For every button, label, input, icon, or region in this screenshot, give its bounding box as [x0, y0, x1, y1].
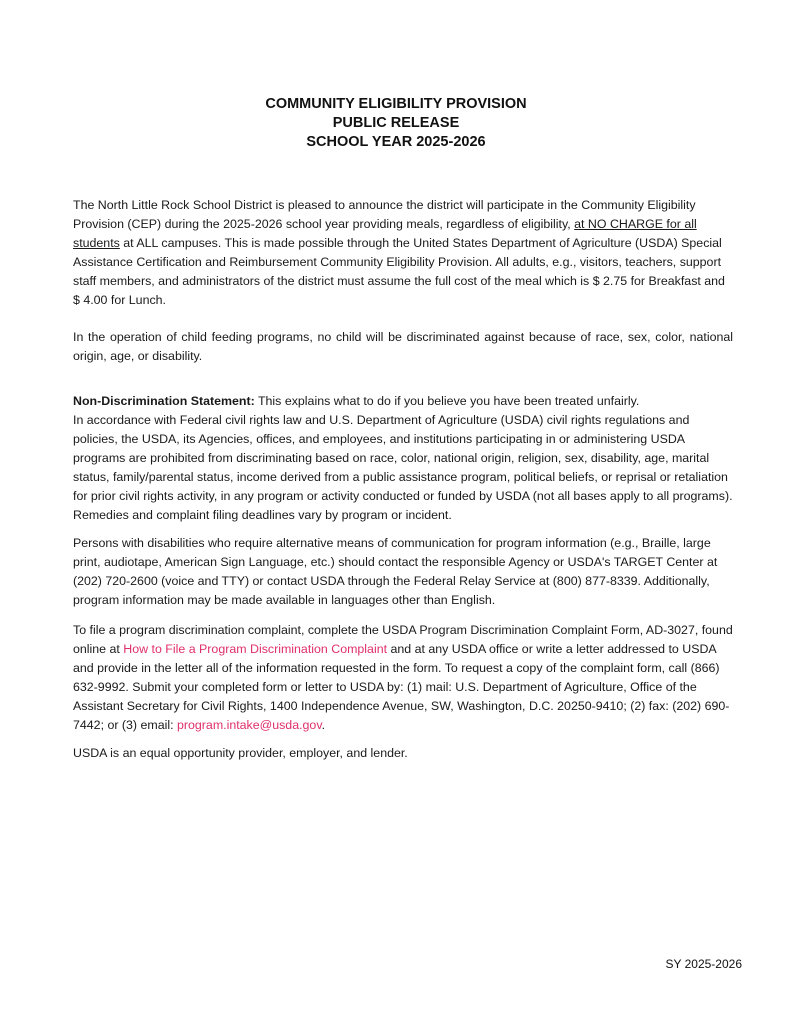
footer-school-year: SY 2025-2026: [665, 957, 742, 971]
cep-announcement-paragraph: [73, 196, 733, 310]
non-discrimination-statement-paragraph: [73, 392, 733, 525]
para5-text-c: .: [321, 718, 326, 732]
para4-text: Persons with disabilities who require alternative means of communication for program information (e.g., Braille, large print, audiotape, American Sign Language, etc.) should contact the responsible Agency or USDA's TARGET Center at (202) 720-2600 (voice and TTY) or contact USDA through the Federal Relay Service at (800) 877-8339. Additionally, program information may be made available in languages other than English.: [73, 536, 718, 607]
para3-intro: This explains what to do if you believe you have been treated unfairly.: [254, 394, 640, 408]
disabilities-paragraph: [73, 534, 733, 610]
email-link[interactable]: program.intake@usda.gov: [177, 718, 322, 732]
para1-text-b: at ALL campuses. This is made possible through the United States Department of Agriculture (USDA) Special Assistance Certification and Reimbursement Community Eligibility Provision. All adults, e.g., visitors, teachers, support staff members, and administrators of the district must assume the full cost of the meal which is $ 2.75 for Breakfast and $ 4.00 for Lunch.: [73, 236, 725, 307]
para6-text: USDA is an equal opportunity provider, employer, and lender.: [73, 746, 408, 760]
para2-text: In the operation of child feeding programs, no child will be discriminated against because of race, sex, color, national origin, age, or disability.: [73, 330, 733, 363]
document-title: [0, 95, 792, 152]
para3-text: In accordance with Federal civil rights law and U.S. Department of Agriculture (USDA) civil rights regulations and policies, the USDA, its Agencies, offices, and employees, and institutions participating in or administering USDA programs are prohibited from discriminating based on race, color, national origin, religion, sex, disability, age, marital status, family/parental status, income derived from a public assistance program, political beliefs, or reprisal or retaliation for prior civil rights activity, in any program or activity conducted or funded by USDA (not all bases apply to all programs). Remedies and complaint filing deadlines vary by program or incident.: [73, 413, 733, 522]
complaint-link[interactable]: How to File a Program Discrimination Complaint: [123, 642, 388, 656]
equal-opportunity-paragraph: [73, 744, 733, 763]
title-line-1: COMMUNITY ELIGIBILITY PROVISION: [265, 96, 527, 112]
no-charge-emphasis: at NO CHARGE for all students: [73, 217, 697, 250]
complaint-filing-paragraph: [73, 621, 733, 735]
title-line-3: SCHOOL YEAR 2025-2026: [306, 134, 486, 150]
para1-text-a: The North Little Rock School District is pleased to announce the district will participate in the Community Eligibility Provision (CEP) during the 2025-2026 school year providing meals, regardless of eligibility,: [73, 198, 696, 231]
non-discrimination-child-paragraph: [73, 328, 733, 366]
non-discrimination-heading: Non-Discrimination Statement:: [73, 394, 255, 408]
para5-text-a: To file a program discrimination complaint, complete the USDA Program Discrimination Complaint Form, AD-3027, found online at: [73, 623, 733, 656]
title-line-2: PUBLIC RELEASE: [332, 115, 460, 131]
para5-text-b: and at any USDA office or write a letter addressed to USDA and provide in the letter all of the information requested in the form. To request a copy of the complaint form, call (866) 632-9992. Submit your completed form or letter to USDA by: (1) mail: U.S. Department of Agriculture, Office of the Assistant Secretary for Civil Rights, 1400 Independence Avenue, SW, Washington, D.C. 20250-9410; (2) fax: (202) 690-7442; or (3) email:: [73, 642, 730, 732]
